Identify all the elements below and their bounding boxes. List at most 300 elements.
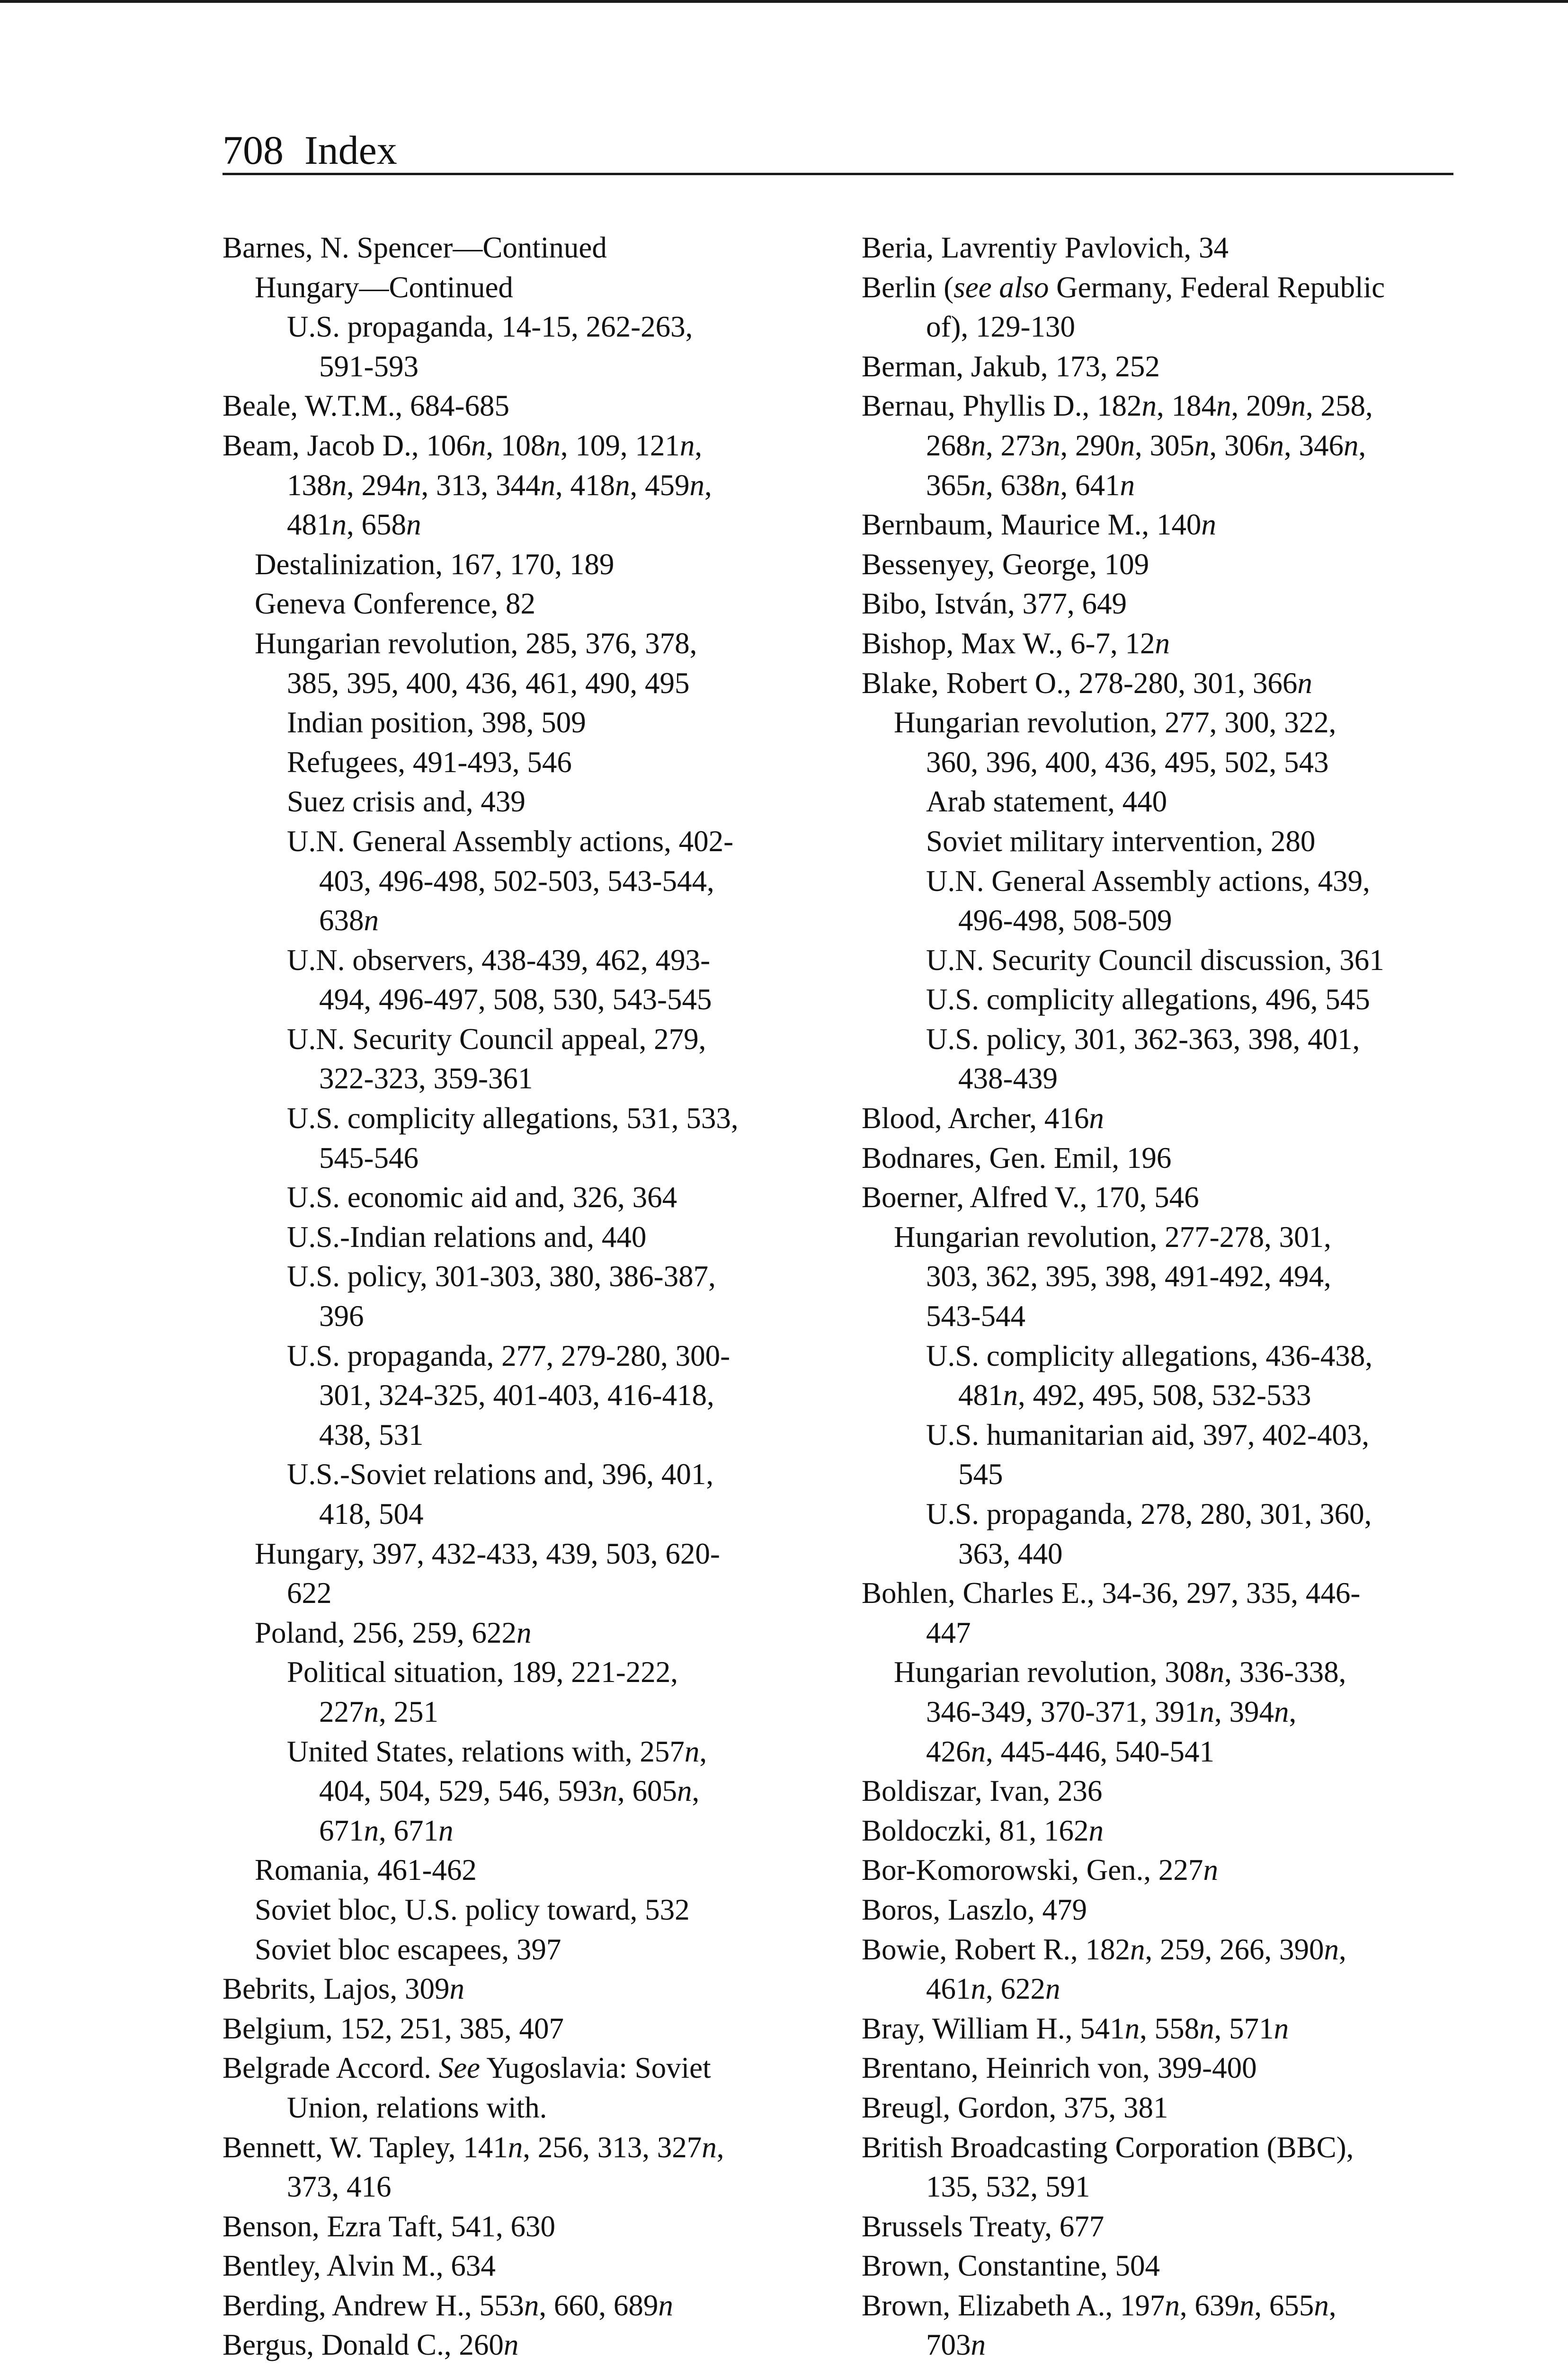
text-run: 545-546 (319, 1141, 419, 1175)
text-run: Benson, Ezra Taft, 541, 630 (223, 2209, 556, 2243)
index-subsubentry-line (223, 664, 852, 703)
text-run: , 184 (1157, 389, 1216, 423)
text-run: U.S. humanitarian aid, 397, 402-403, (926, 1418, 1370, 1451)
index-subsubentry-line (862, 466, 1491, 506)
index-subsubentry-line (862, 1257, 1491, 1297)
italic-text-run: n (1141, 389, 1157, 423)
text-run: Hungarian revolution, 285, 376, 378, (255, 626, 697, 660)
index-entry-line (862, 584, 1491, 624)
index-column-right (862, 228, 1491, 2365)
text-run: 426 (926, 1735, 971, 1768)
text-run: U.S. complicity allegations, 436-438, (926, 1339, 1373, 1372)
text-run: 346-349, 370-371, 391 (926, 1695, 1200, 1728)
italic-text-run: n (449, 1972, 464, 2006)
text-run: , 306 (1209, 428, 1269, 462)
text-run: , 445-446, 540-541 (986, 1735, 1214, 1768)
italic-text-run: n (702, 2130, 717, 2164)
index-subentry-line (862, 703, 1491, 743)
text-run: , (692, 1774, 700, 1808)
index-subsubentry-line (862, 307, 1491, 347)
text-run: , (699, 1735, 707, 1768)
index-subsubentry-line (223, 1020, 852, 1059)
text-run: 622 (287, 1576, 332, 1610)
italic-text-run: n (971, 2328, 986, 2362)
italic-text-run: n (503, 2328, 519, 2362)
text-run: 227 (319, 1695, 364, 1728)
text-run: 496-498, 508-509 (958, 904, 1172, 937)
text-run: , (1338, 1932, 1346, 1966)
text-run: U.S. policy, 301, 362-363, 398, 401, (926, 1022, 1360, 1056)
text-run: , 660, 689 (539, 2288, 659, 2322)
text-run: 481 (287, 508, 332, 542)
italic-text-run: n (471, 428, 486, 462)
index-subentry-line (862, 1218, 1491, 1257)
text-run: Indian position, 398, 509 (287, 706, 586, 739)
text-run: U.N. General Assembly actions, 439, (926, 864, 1370, 898)
index-subentry-line (223, 268, 852, 308)
index-subsubentry-line (862, 782, 1491, 822)
italic-text-run: n (364, 904, 379, 937)
text-run: Blood, Archer, 416 (862, 1102, 1089, 1135)
italic-text-run: n (364, 1814, 379, 1847)
text-run: Bernau, Phyllis D., 182 (862, 389, 1142, 423)
italic-text-run: n (331, 468, 347, 502)
text-run: Poland, 256, 259, 622 (255, 1616, 517, 1649)
italic-text-run: n (1297, 666, 1312, 700)
text-run: , 313, 344 (421, 468, 541, 502)
index-entry-line (862, 1811, 1491, 1851)
text-run: Bowie, Robert R., 182 (862, 1932, 1130, 1966)
text-run: 301, 324-325, 401-403, 416-418, (319, 1379, 714, 1412)
text-run: U.N. Security Council appeal, 279, (287, 1022, 706, 1056)
text-run: Brentano, Heinrich von, 399-400 (862, 2051, 1257, 2085)
text-run: Berding, Andrew H., 553 (223, 2288, 524, 2322)
text-run: Yugoslavia: Soviet (480, 2051, 711, 2085)
text-run: Bishop, Max W., 6-7, 12 (862, 626, 1155, 660)
index-entry-line (223, 2009, 852, 2049)
index-subsubentry-line (862, 980, 1491, 1020)
text-run: , 258, (1306, 389, 1373, 423)
index-subsubentry-line (223, 1218, 852, 1257)
italic-text-run: n (1045, 1972, 1060, 2006)
text-run: 481 (958, 1379, 1003, 1412)
italic-text-run: n (1124, 2011, 1140, 2045)
index-subsubentry-line (223, 1059, 852, 1099)
index-entry-line (223, 2048, 852, 2088)
index-entry-line (223, 426, 852, 466)
index-subsubentry-line (223, 307, 852, 347)
text-run: 545 (958, 1458, 1003, 1491)
italic-text-run: n (1194, 428, 1210, 462)
index-subsubentry-line (862, 2325, 1491, 2365)
text-run: British Broadcasting Corporation (BBC), (862, 2130, 1354, 2164)
text-run: Soviet military intervention, 280 (926, 824, 1316, 858)
italic-text-run: n (1203, 1853, 1218, 1887)
text-run: Refugees, 491-493, 546 (287, 745, 572, 779)
text-run: Germany, Federal Republic (1049, 270, 1385, 304)
italic-text-run: n (331, 508, 347, 542)
text-run: U.S. propaganda, 277, 279-280, 300- (287, 1339, 731, 1372)
index-subsubentry-line (862, 2167, 1491, 2207)
text-run: 404, 504, 529, 546, 593 (319, 1774, 603, 1808)
text-run: Belgrade Accord. (223, 2051, 439, 2085)
index-subsubentry-line (223, 862, 852, 901)
index-entry-line (862, 386, 1491, 426)
index-entry-line (223, 2246, 852, 2286)
index-subsubentry-line (862, 426, 1491, 466)
text-run: U.S. complicity allegations, 531, 533, (287, 1102, 739, 1135)
text-run: Hungarian revolution, 277-278, 301, (894, 1220, 1331, 1254)
index-subentry-line (223, 624, 852, 664)
italic-text-run: n (971, 1972, 986, 2006)
top-edge-rule (0, 0, 1568, 3)
text-run: United States, relations with, 257 (287, 1735, 685, 1768)
text-run: Bohlen, Charles E., 34-36, 297, 335, 446- (862, 1576, 1361, 1610)
text-run: , 273 (986, 428, 1045, 462)
italic-text-run: n (438, 1814, 454, 1847)
italic-text-run: n (517, 1616, 532, 1649)
text-run: Berman, Jakub, 173, 252 (862, 349, 1160, 383)
italic-text-run: n (364, 1695, 379, 1728)
text-run: Boros, Laszlo, 479 (862, 1893, 1087, 1926)
text-run: Soviet bloc, U.S. policy toward, 532 (255, 1893, 690, 1926)
italic-text-run: n (971, 428, 986, 462)
text-run: Suez crisis and, 439 (287, 785, 526, 819)
text-run: 671 (319, 1814, 364, 1847)
italic-text-run: n (602, 1774, 617, 1808)
text-run: U.S.-Indian relations and, 440 (287, 1220, 647, 1254)
italic-text-run: n (1274, 1695, 1289, 1728)
index-subsubentry-line (223, 901, 852, 941)
index-subentry-line (223, 584, 852, 624)
italic-text-run: n (658, 2288, 673, 2322)
text-run: , 671 (379, 1814, 438, 1847)
text-run: , 639 (1179, 2288, 1239, 2322)
index-entry-line (862, 505, 1491, 545)
text-run: Bodnares, Gen. Emil, 196 (862, 1141, 1172, 1175)
index-entry-line (862, 1851, 1491, 1890)
text-run: 135, 532, 591 (926, 2170, 1090, 2204)
text-run: , 605 (617, 1774, 677, 1808)
index-subsubentry-line (223, 1771, 852, 1811)
index-subentry-line (223, 1534, 852, 1574)
text-run: Hungarian revolution, 308 (894, 1655, 1210, 1689)
text-run: Barnes, N. Spencer—Continued (223, 231, 607, 264)
text-run: , 305 (1135, 428, 1194, 462)
text-run: 365 (926, 468, 971, 502)
index-entry-line (862, 1890, 1491, 1930)
text-run: , 641 (1060, 468, 1120, 502)
index-entry-line (862, 268, 1491, 308)
index-subentry-line (223, 1613, 852, 1653)
text-run: Union, relations with. (287, 2091, 547, 2124)
italic-text-run: n (1274, 2011, 1289, 2045)
text-run: , (1328, 2288, 1336, 2322)
text-run: U.S. policy, 301-303, 380, 386-387, (287, 1260, 716, 1293)
index-entry-line (862, 2009, 1491, 2049)
index-subsubentry-line (862, 822, 1491, 862)
text-run: U.S. economic aid and, 326, 364 (287, 1181, 677, 1214)
index-subsubentry-line (223, 782, 852, 822)
index-subsubentry-line (223, 1574, 852, 1613)
text-run: Geneva Conference, 82 (255, 587, 535, 621)
italic-text-run: n (406, 468, 421, 502)
index-entry-line (862, 1930, 1491, 1970)
text-run: , 658 (347, 508, 406, 542)
text-run: 322-323, 359-361 (319, 1062, 533, 1095)
italic-text-run: n (1199, 2011, 1214, 2045)
text-run: Bray, William H., 541 (862, 2011, 1125, 2045)
index-subsubentry-line (862, 1020, 1491, 1059)
index-entry-line (223, 2207, 852, 2247)
text-run: Boerner, Alfred V., 170, 546 (862, 1181, 1199, 1214)
italic-text-run: n (1045, 428, 1060, 462)
text-run: Soviet bloc escapees, 397 (255, 1932, 561, 1966)
italic-text-run: n (1201, 508, 1216, 542)
index-subsubentry-line (862, 1336, 1491, 1376)
index-subsubentry-line (862, 941, 1491, 980)
text-run: 360, 396, 400, 436, 495, 502, 543 (926, 745, 1329, 779)
text-run: Berlin ( (862, 270, 954, 304)
index-entry-line (223, 386, 852, 426)
index-subsubentry-line (862, 1455, 1491, 1495)
text-run: , 394 (1214, 1695, 1274, 1728)
italic-text-run: n (1089, 1102, 1104, 1135)
italic-text-run: n (1003, 1379, 1018, 1412)
index-subsubentry-line (223, 1455, 852, 1495)
index-subsubentry-line (223, 2167, 852, 2207)
text-run: , 108 (486, 428, 546, 462)
index-subentry-line (223, 1890, 852, 1930)
index-subsubentry-line (862, 1732, 1491, 1772)
index-subsubentry-line (223, 1415, 852, 1455)
index-subsubentry-line (223, 1139, 852, 1178)
text-run: 268 (926, 428, 971, 462)
text-run: 396 (319, 1299, 364, 1333)
text-run: , 459 (630, 468, 690, 502)
index-subsubentry-line (223, 2088, 852, 2128)
index-subsubentry-line (862, 1297, 1491, 1336)
index-subsubentry-line (223, 1653, 852, 1692)
text-run: U.N. observers, 438-439, 462, 493- (287, 943, 711, 977)
text-run: , 571 (1214, 2011, 1274, 2045)
italic-text-run: n (1344, 428, 1359, 462)
text-run: Bergus, Donald C., 260 (223, 2328, 504, 2362)
index-subsubentry-line (223, 941, 852, 980)
text-run: U.N. General Assembly actions, 402- (287, 824, 734, 858)
text-run: Boldoczki, 81, 162 (862, 1814, 1089, 1847)
text-run: , 251 (379, 1695, 438, 1728)
index-subsubentry-line (223, 743, 852, 783)
index-subsubentry-line (223, 703, 852, 743)
index-subentry-line (223, 1851, 852, 1890)
text-run: 638 (319, 904, 364, 937)
italic-text-run: n (1120, 468, 1135, 502)
text-run: , 336-338, (1224, 1655, 1346, 1689)
text-run: Hungary, 397, 432-433, 439, 503, 620- (255, 1537, 720, 1570)
text-run: 418, 504 (319, 1497, 424, 1531)
text-run: , (695, 428, 703, 462)
text-run: U.S. propaganda, 14-15, 262-263, (287, 310, 693, 344)
page-number: 708 (223, 127, 284, 173)
index-subsubentry-line (223, 980, 852, 1020)
italic-text-run: n (615, 468, 630, 502)
index-subsubentry-line (862, 743, 1491, 783)
text-run: 438, 531 (319, 1418, 424, 1451)
index-entry-line (223, 2286, 852, 2326)
text-run: Hungarian revolution, 277, 300, 322, (894, 706, 1336, 739)
italic-text-run: n (971, 468, 986, 502)
index-subsubentry-line (223, 1811, 852, 1851)
text-run: Brown, Elizabeth A., 197 (862, 2288, 1165, 2322)
text-run: 447 (926, 1616, 971, 1649)
index-entry-line (223, 2128, 852, 2168)
text-run: , 290 (1060, 428, 1120, 462)
text-run: Beam, Jacob D., 106 (223, 428, 471, 462)
italic-text-run: n (1130, 1932, 1145, 1966)
index-subsubentry-line (862, 1059, 1491, 1099)
index-subsubentry-line (862, 1692, 1491, 1732)
italic-text-run: n (1045, 468, 1060, 502)
text-run: Beria, Lavrentiy Pavlovich, 34 (862, 231, 1229, 264)
index-entry-line (862, 2048, 1491, 2088)
index-subsubentry-line (223, 1376, 852, 1415)
index-subsubentry-line (223, 347, 852, 387)
text-run: 461 (926, 1972, 971, 2006)
italic-text-run: n (1216, 389, 1231, 423)
text-run: Belgium, 152, 251, 385, 407 (223, 2011, 564, 2045)
italic-text-run: n (677, 1774, 692, 1808)
index-entry-line (862, 545, 1491, 585)
text-run: 363, 440 (958, 1537, 1063, 1570)
index-entry-line (862, 1771, 1491, 1811)
text-run: Beale, W.T.M., 684-685 (223, 389, 510, 423)
index-entry-line (862, 1099, 1491, 1139)
text-run: , 622 (986, 1972, 1045, 2006)
text-run: , 209 (1231, 389, 1291, 423)
italic-text-run: n (1291, 389, 1306, 423)
text-run: U.S.-Soviet relations and, 396, 401, (287, 1458, 714, 1491)
index-subsubentry-line (223, 1732, 852, 1772)
index-subsubentry-line (223, 1257, 852, 1297)
italic-text-run: n (1088, 1814, 1104, 1847)
italic-text-run: n (406, 508, 421, 542)
italic-text-run: n (545, 428, 561, 462)
italic-text-run: n (971, 1735, 986, 1768)
index-entry-line (862, 624, 1491, 664)
italic-text-run: n (1155, 626, 1170, 660)
index-subsubentry-line (862, 862, 1491, 901)
index-entry-line (862, 664, 1491, 703)
index-subsubentry-line (862, 901, 1491, 941)
text-run: , 256, 313, 327 (523, 2130, 702, 2164)
running-head-title: Index (304, 127, 397, 173)
index-column-left (223, 228, 852, 2365)
index-subsubentry-line (862, 1415, 1491, 1455)
index-subsubentry-line (862, 1376, 1491, 1415)
italic-text-run: n (1269, 428, 1284, 462)
index-subsubentry-line (862, 1495, 1491, 1534)
italic-text-run: n (689, 468, 704, 502)
text-run: Arab statement, 440 (926, 785, 1167, 819)
index-entry-line (862, 2207, 1491, 2247)
italic-text-run: n (1239, 2288, 1255, 2322)
text-run: Brussels Treaty, 677 (862, 2209, 1105, 2243)
text-run: 543-544 (926, 1299, 1025, 1333)
italic-text-run: n (1324, 1932, 1339, 1966)
index-entry-line (862, 1178, 1491, 1218)
index-subsubentry-line (223, 1297, 852, 1336)
text-run: U.S. complicity allegations, 496, 545 (926, 983, 1370, 1016)
text-run: Bennett, W. Tapley, 141 (223, 2130, 508, 2164)
text-run: Romania, 461-462 (255, 1853, 477, 1887)
text-run: , (716, 2130, 724, 2164)
index-entry-line (223, 228, 852, 268)
text-run: 385, 395, 400, 436, 461, 490, 495 (287, 666, 690, 700)
italic-text-run: n (1120, 428, 1135, 462)
text-run: , 109, 121 (560, 428, 680, 462)
text-run: Bibo, István, 377, 649 (862, 587, 1127, 621)
text-run: Bebrits, Lajos, 309 (223, 1972, 450, 2006)
italic-text-run: n (679, 428, 695, 462)
index-subentry-line (862, 1653, 1491, 1692)
text-run: Bor-Komorowski, Gen., 227 (862, 1853, 1203, 1887)
index-subsubentry-line (862, 1969, 1491, 2009)
index-subsubentry-line (223, 1178, 852, 1218)
text-run: 438-439 (958, 1062, 1058, 1095)
text-run: Bessenyey, George, 109 (862, 547, 1149, 581)
index-entry-line (862, 228, 1491, 268)
text-run: Hungary—Continued (255, 270, 513, 304)
index-entry-line (862, 2286, 1491, 2326)
text-run: 703 (926, 2328, 971, 2362)
text-run: Blake, Robert O., 278-280, 301, 366 (862, 666, 1298, 700)
text-run: Destalinization, 167, 170, 189 (255, 547, 615, 581)
italic-text-run: n (508, 2130, 523, 2164)
index-subsubentry-line (223, 505, 852, 545)
index-entry-line (862, 2088, 1491, 2128)
index-subsubentry-line (223, 1692, 852, 1732)
text-run: , (1358, 428, 1366, 462)
text-run: Bentley, Alvin M., 634 (223, 2249, 496, 2283)
italic-text-run: n (540, 468, 555, 502)
index-subsubentry-line (223, 822, 852, 862)
text-run: 494, 496-497, 508, 530, 543-545 (319, 983, 712, 1016)
italic-text-run: n (1199, 1695, 1214, 1728)
index-subsubentry-line (223, 1336, 852, 1376)
page-header (223, 121, 1453, 175)
index-subsubentry-line (862, 1613, 1491, 1653)
index-entry-line (862, 2128, 1491, 2168)
italic-text-run: n (1209, 1655, 1225, 1689)
text-run: , 638 (986, 468, 1045, 502)
italic-text-run: See (438, 2051, 481, 2085)
text-run: 303, 362, 395, 398, 491-492, 494, (926, 1260, 1331, 1293)
italic-text-run: n (684, 1735, 700, 1768)
italic-text-run: see also (953, 270, 1049, 304)
index-entry-line (862, 1574, 1491, 1613)
running-head (223, 126, 397, 174)
text-run: Bernbaum, Maurice M., 140 (862, 508, 1202, 542)
text-run: 373, 416 (287, 2170, 392, 2204)
index-subsubentry-line (223, 1099, 852, 1139)
text-run: , 418 (555, 468, 615, 502)
index-subsubentry-line (862, 1534, 1491, 1574)
text-run: , 492, 495, 508, 532-533 (1018, 1379, 1311, 1412)
text-run: , 558 (1140, 2011, 1200, 2045)
text-run: Breugl, Gordon, 375, 381 (862, 2091, 1168, 2124)
text-run: Political situation, 189, 221-222, (287, 1655, 678, 1689)
